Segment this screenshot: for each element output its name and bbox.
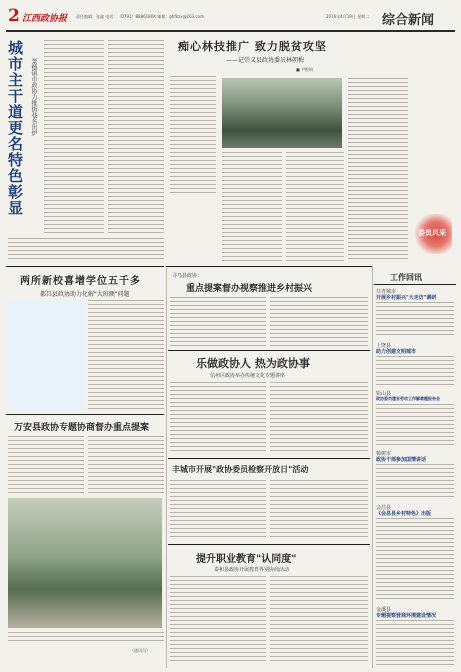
story-body-col2 [270, 576, 368, 664]
story-headline: 乐做政协人 热为政协事 [196, 357, 310, 370]
right-item-body [376, 518, 454, 602]
feature-photo [222, 78, 342, 148]
meta-line: 责任编辑：张鑫 电话：（0791）8886180X 邮箱：ghfkzx@163.com [76, 14, 204, 19]
lead-body-col3 [8, 238, 164, 262]
right-column [374, 268, 456, 668]
right-item-headline: 开展乡村振兴"大走访"调研 [376, 295, 437, 301]
right-column-rule [372, 266, 373, 668]
story-body-col2 [270, 382, 368, 454]
feature-subtitle: ——记崇义县政协委员林朝梅 [226, 57, 305, 64]
story-headline: 两所新校喜增学位五千多 [20, 276, 141, 287]
divider-1 [6, 266, 164, 267]
masthead [6, 6, 455, 30]
right-item-title: 会昌县 [376, 505, 392, 511]
right-item-title: 金溪县 [376, 607, 392, 613]
right-item-headline: 政协干部参加国情讲话 [376, 457, 427, 463]
date-line: 2016年4月19日 星期二 [326, 14, 370, 19]
story-subheadline: 信州区政协举办传统文化专题讲座 [210, 373, 286, 379]
right-column-heading: 工作回讯 [390, 273, 422, 282]
right-item-body [376, 620, 454, 666]
right-item-body [376, 302, 454, 338]
right-item-headline: 《会昌县乡村特色》出版 [376, 511, 432, 517]
divider-2 [6, 414, 164, 415]
feature-body-right [348, 78, 408, 262]
right-item-headline: 助力创建文明城市 [376, 349, 417, 355]
paper-name: 江西政协报 [22, 14, 68, 24]
photo-caption [8, 632, 164, 644]
story-body-col2 [88, 436, 164, 494]
feature-body-left [170, 76, 216, 196]
right-item-headline: 政协委员建言劳动工作解难题报告会 [376, 396, 440, 401]
right-item-title: 上饶县 [376, 343, 392, 349]
masthead-rule [6, 30, 455, 32]
feature-logo [412, 214, 452, 254]
feature-title: 痴心林技推广 致力脱贫攻坚 [178, 40, 327, 53]
left-column-rule [166, 268, 167, 668]
story-body [8, 300, 84, 410]
story-headline: 万安县政协专题协商督办重点提案 [14, 423, 150, 433]
story-body [170, 576, 266, 664]
story-body [170, 480, 266, 540]
right-item-body [376, 464, 454, 500]
story-body-col2 [88, 300, 164, 410]
story-tag: 寻乌县政协： [172, 273, 203, 279]
right-item-title: 樟树市 [376, 451, 392, 457]
story-body-col2 [270, 480, 368, 540]
story-body-col2 [270, 297, 368, 347]
divider-1b [166, 266, 372, 267]
right-item-body [376, 356, 454, 386]
story-subheadline: 泰和县政协开展教育界别协商活动 [214, 567, 290, 573]
section-title: 综合新闻 [382, 13, 435, 28]
story-headline: 重点提案督办视察推进乡村振兴 [186, 284, 313, 294]
lead-headline: 城市主干道更名特色彰显 [6, 40, 24, 216]
story-photo [8, 498, 162, 628]
right-item-title: 铅山县 [376, 391, 392, 397]
right-item-headline: 专题视察营商环境建设情况 [376, 613, 437, 619]
divider-4 [168, 458, 370, 459]
feature-byline: ■ 尹积明 [296, 67, 314, 72]
right-item-body [376, 404, 454, 446]
feature-body-mid2 [286, 152, 344, 262]
story-headline: 提升职业教育"认同度" [196, 554, 297, 565]
feature-logo-text: 委员风采 [418, 229, 446, 237]
story-body [170, 382, 266, 454]
story-body [8, 436, 84, 494]
story-headline: 丰城市开展"政协委员检察开放日"活动 [172, 464, 309, 474]
story-body [170, 297, 266, 347]
feature-body-mid [222, 152, 282, 262]
lead-body-col2 [108, 40, 164, 236]
lead-subheadline: 景德镇市政协力推街巷名出炉 [30, 58, 37, 136]
page-number: 2 [8, 6, 20, 26]
photo-caption-credit: （通讯员） [130, 648, 150, 653]
divider-3 [168, 350, 370, 351]
divider-5 [168, 544, 370, 545]
story-subheadline: 都昌县政协助力化解"大班额"问题 [40, 291, 130, 298]
lead-body [44, 40, 104, 236]
right-item-title: 共青城市 [376, 289, 397, 295]
